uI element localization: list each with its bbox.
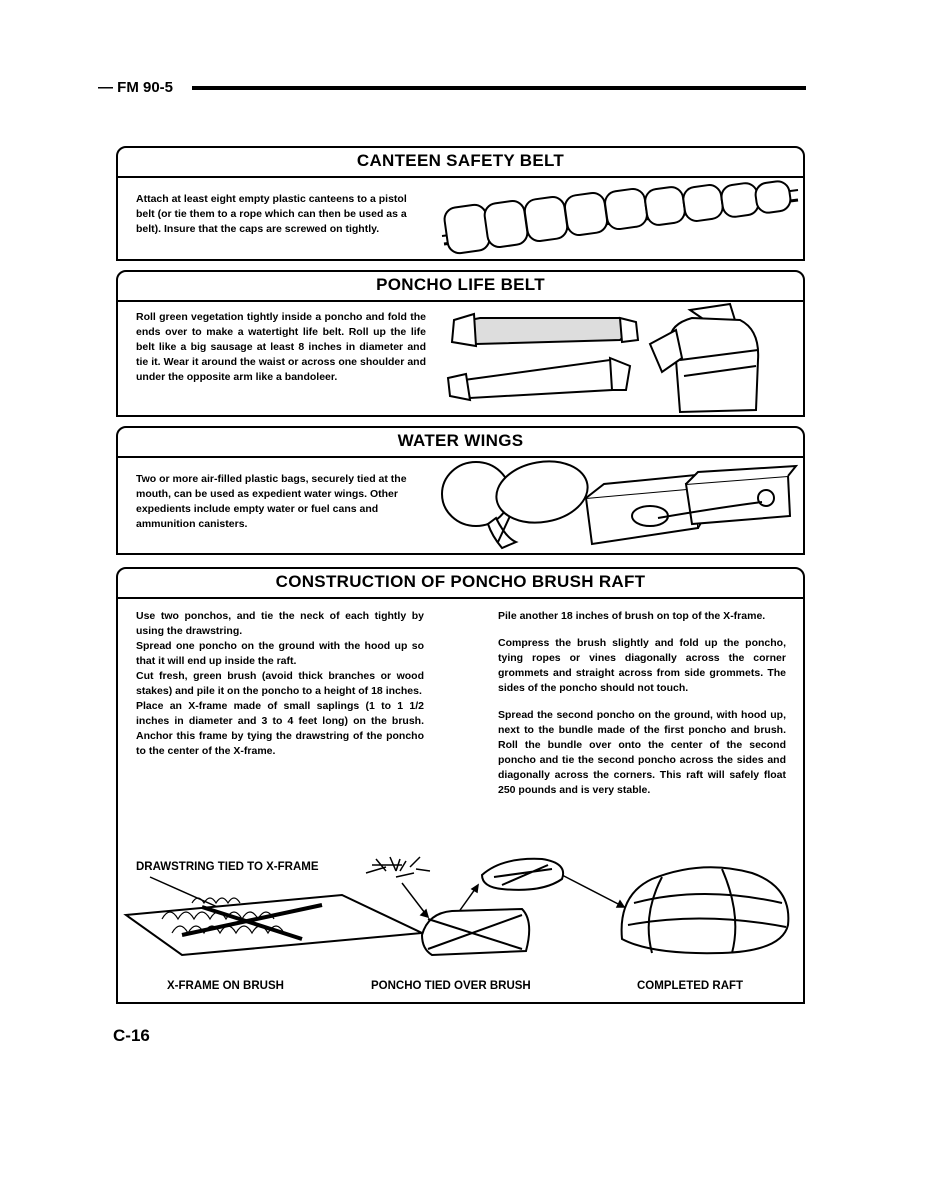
raft-construction-illustration	[122, 855, 802, 965]
canteen-description: Attach at least eight empty plastic canteens to a pistol belt (or tie them to a rope which can then be used as a belt). Insure that the caps are screwed on tightly.	[136, 193, 407, 235]
raft-step-paragraph: Compress the brush slightly and fold up the poncho, tying ropes or vines diagonally across the corner grommets and straight across from side grommets. The sides of the poncho should not touch.	[498, 637, 786, 694]
raft-step-paragraph: Spread one poncho on the ground with the hood up so that it will end up inside the raft.	[136, 640, 424, 667]
poncho-life-belt-section	[116, 270, 805, 417]
raft-left-column	[136, 609, 424, 759]
completed-raft-caption: COMPLETED RAFT	[637, 980, 744, 992]
page-number: C-16	[113, 1026, 150, 1045]
water-wings-text	[136, 472, 426, 532]
canteen-safety-belt-section	[116, 146, 805, 261]
header-rule	[192, 86, 806, 90]
poncho-brush-raft-section	[116, 567, 805, 1004]
poncho-belt-text	[136, 310, 426, 385]
raft-step-paragraph: Cut fresh, green brush (avoid thick branches or wood stakes) and pile it on the poncho to a height of 18 inches.	[136, 670, 424, 697]
raft-step-paragraph: Place an X-frame made of small saplings (1 to 1 1/2 inches in diameter and 3 to 4 feet long) on the brush. Anchor this frame by tying the drawstring of the poncho to the center of the X-frame.	[136, 700, 424, 757]
title-rule	[118, 597, 803, 599]
document-id: — FM 90-5	[98, 79, 174, 96]
xframe-caption: X-FRAME ON BRUSH	[167, 980, 284, 992]
water-wings-section	[116, 426, 805, 555]
raft-title: CONSTRUCTION OF PONCHO BRUSH RAFT	[275, 572, 646, 591]
raft-step-paragraph: Pile another 18 inches of brush on top of the X-frame.	[498, 610, 766, 622]
canteen-belt-illustration	[438, 178, 803, 260]
poncho-belt-title: PONCHO LIFE BELT	[376, 275, 545, 294]
water-wings-title: WATER WINGS	[397, 431, 524, 450]
raft-right-column	[498, 609, 786, 798]
poncho-tied-caption: PONCHO TIED OVER BRUSH	[371, 980, 531, 992]
raft-step-paragraph: Spread the second poncho on the ground, with hood up, next to the bundle made of the first poncho and brush. Roll the bundle over onto the center of the second poncho and tie the second poncho across the sides and diagonally across the corners. This raft will safely float 250 pounds and is very stable.	[498, 709, 786, 796]
canteen-title: CANTEEN SAFETY BELT	[356, 151, 565, 170]
poncho-belt-illustration	[440, 300, 802, 415]
poncho-belt-description: Roll green vegetation tightly inside a poncho and fold the ends over to make a watertight life belt. Roll up the life belt like a big sausage at least 8 inches in diameter and tie it. Wear it around the waist or across one shoulder and under the opposite arm like a bandoleer.	[136, 311, 426, 383]
water-wings-description: Two or more air-filled plastic bags, securely tied at the mouth, can be used as expedient water wings. Other expedients include empty water or fuel cans and ammunition canisters.	[136, 473, 407, 530]
canteen-text	[136, 192, 426, 237]
drawstring-label: DRAWSTRING TIED TO X-FRAME	[136, 861, 319, 873]
water-wings-illustration	[436, 458, 802, 554]
raft-step-paragraph: Use two ponchos, and tie the neck of each tightly by using the drawstring.	[136, 610, 424, 637]
